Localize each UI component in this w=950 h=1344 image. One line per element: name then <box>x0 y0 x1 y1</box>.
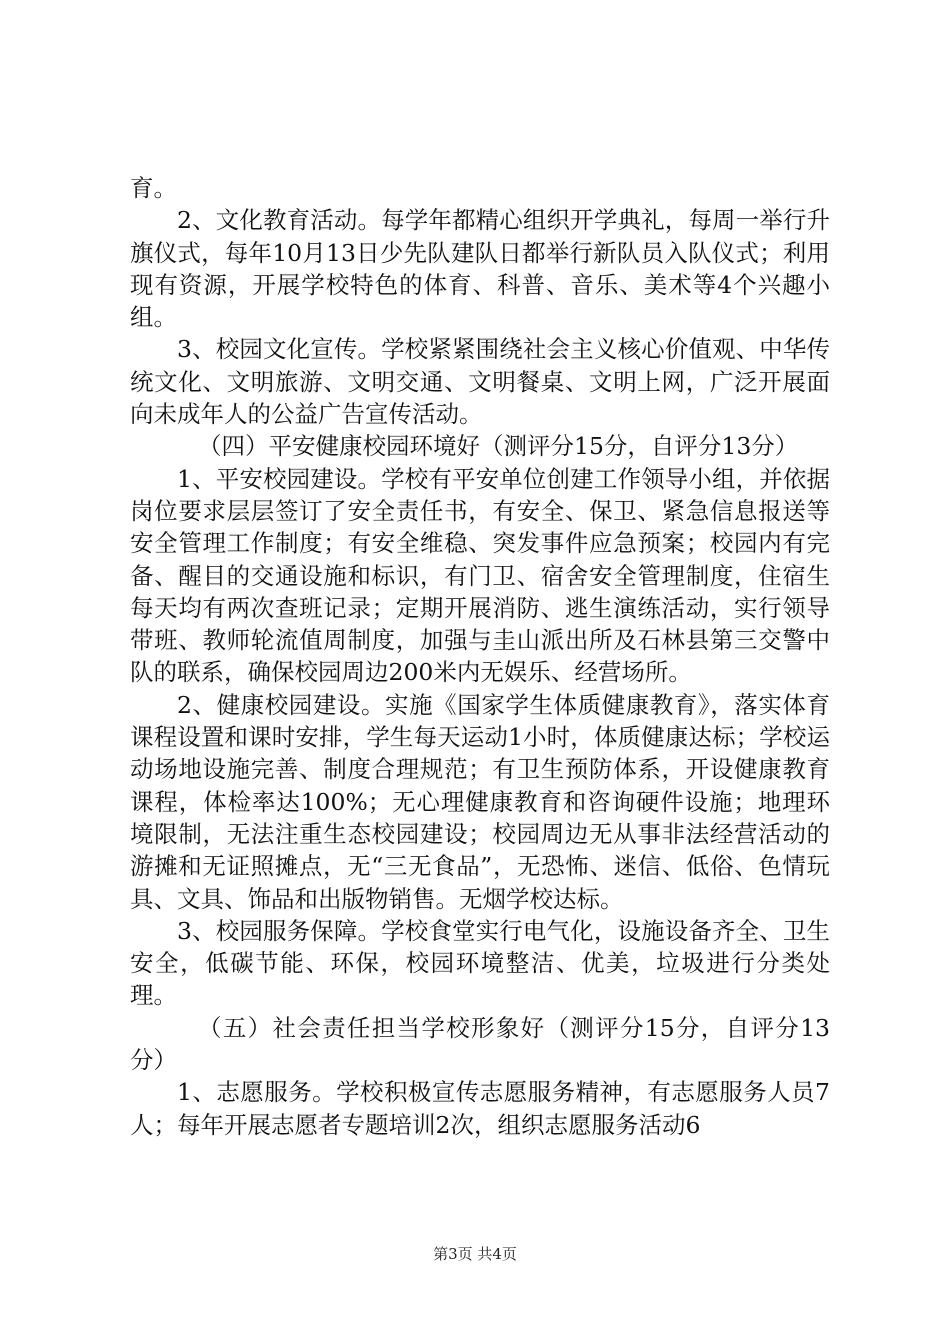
section-heading-4: （四）平安健康校园环境好（测评分15分，自评分13分） <box>198 432 799 461</box>
paragraph-volunteer-service: 1、志愿服务。学校积极宣传志愿服务精神，有志愿服务人员7人；每年开展志愿者专题培训2次，组织志愿服务活动6 <box>130 1078 830 1139</box>
paragraph-continuation: 育。 <box>130 174 177 202</box>
paragraph-campus-culture: 3、校园文化宣传。学校紧紧围绕社会主义核心价值观、中华传统文化、文明旅游、文明交通、文明餐桌、文明上网，广泛开展面向未成年人的公益广告宣传活动。 <box>130 335 830 429</box>
document-body <box>130 172 830 1141</box>
paragraph-healthy-campus: 2、健康校园建设。实施《国家学生体质健康教育》，落实体育课程设置和课时安排，学生每天运动1小时，体质健康达标；学校运动场地设施完善、制度合理规范；有卫生预防体系，开设健康教育课程，体检率达100%；无心理健康教育和咨询硬件设施；地理环境限制，无法注重生态校园建设；校园周边无从事非法经营活动的游摊和无证照摊点，无“三无食品”，无恐怖、迷信、低俗、色情玩具、文具、饰品和出版物销售。无烟学校达标。 <box>130 690 830 913</box>
page-footer: 第3页 共4页 <box>433 1245 517 1263</box>
paragraph-culture-education: 2、文化教育活动。每学年都精心组织开学典礼，每周一举行升旗仪式，每年10月13日少先队建队日都举行新队员入队仪式；利用现有资源，开展学校特色的体育、科普、音乐、美术等4个兴趣小组。 <box>130 206 830 332</box>
section-heading-5: （五）社会责任担当学校形象好（测评分15分，自评分13分） <box>130 1013 830 1075</box>
paragraph-safe-campus: 1、平安校园建设。学校有平安单位创建工作领导小组，并依据岗位要求层层签订了安全责任书，有安全、保卫、紧急信息报送等安全管理工作制度；有安全维稳、突发事件应急预案；校园内有完备、醒目的交通设施和标识，有门卫、宿舍安全管理制度，住宿生每天均有两次查班记录；定期开展消防、逃生演练活动，实行领导带班、教师轮流值周制度，加强与圭山派出所及石林县第三交警中队的联系，确保校园周边200米内无娱乐、经营场所。 <box>130 464 830 687</box>
paragraph-campus-service: 3、校园服务保障。学校食堂实行电气化，设施设备齐全、卫生安全，低碳节能、环保，校园环境整洁、优美，垃圾进行分类处理。 <box>130 916 830 1010</box>
